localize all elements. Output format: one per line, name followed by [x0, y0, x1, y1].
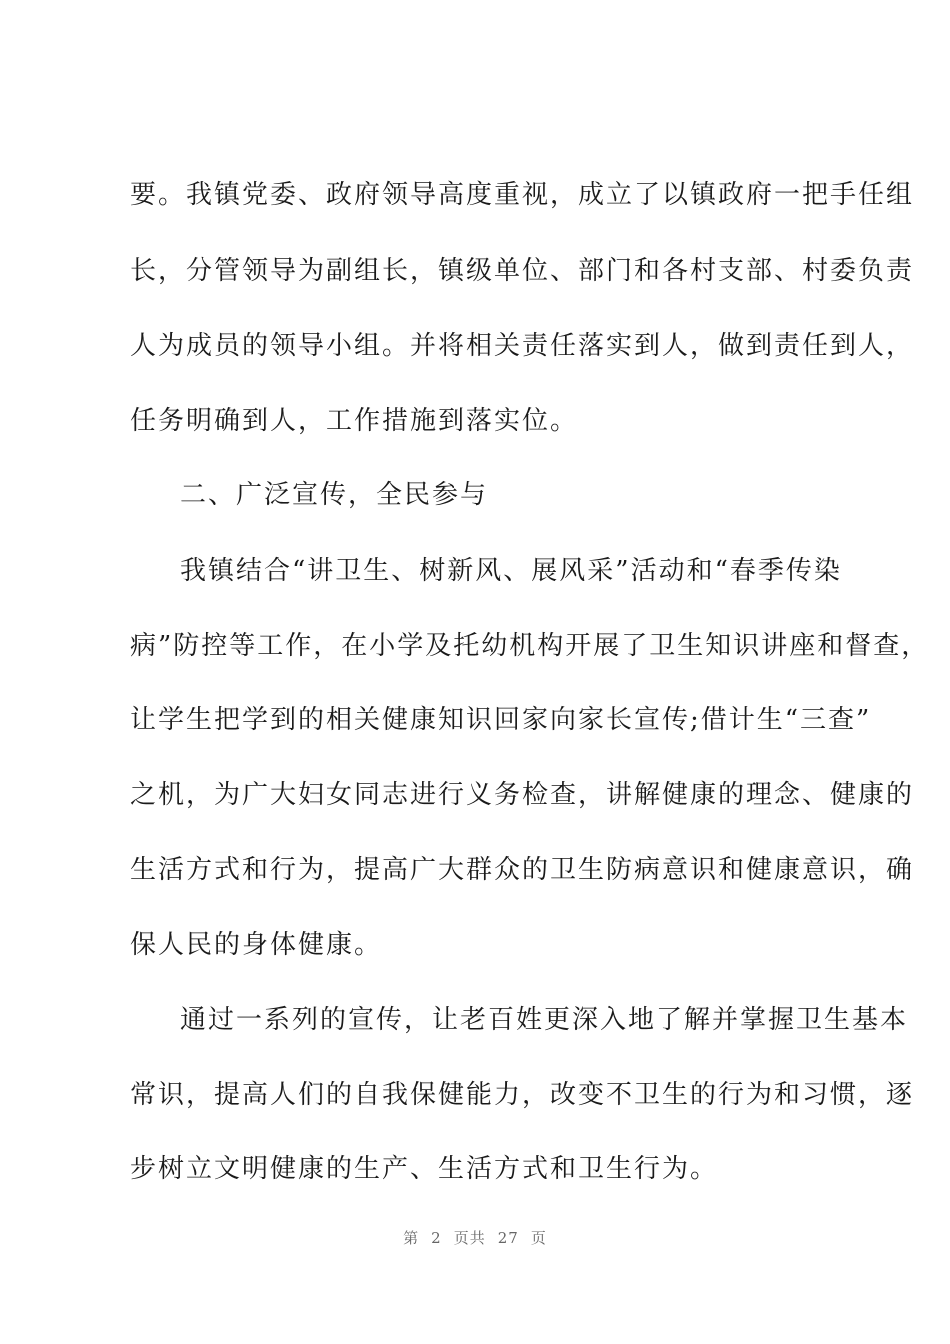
paragraph-line: 长，分管领导为副组长，镇级单位、部门和各村支部、村委负责 [130, 256, 915, 286]
page-label-suffix: 页 [530, 1229, 547, 1247]
paragraph-line: 通过一系列的宣传，让老百姓更深入地了解并掌握卫生基本 [180, 1005, 909, 1035]
section-heading: 二、广泛宣传，全民参与 [180, 480, 489, 510]
paragraph-line: 生活方式和行为，提高广大群众的卫生防病意识和健康意识，确 [130, 855, 915, 885]
page-label-mid: 页共 [453, 1229, 486, 1247]
paragraph-line: 要。我镇党委、政府领导高度重视，成立了以镇政府一把手任组 [130, 180, 915, 210]
paragraph-line: 我镇结合“讲卫生、树新风、展风采”活动和“春季传染 [180, 556, 842, 586]
paragraph-line: 任务明确到人，工作措施到落实位。 [130, 406, 579, 436]
current-page-number: 2 [431, 1229, 442, 1247]
page-label-prefix: 第 [403, 1229, 420, 1247]
paragraph-line: 常识，提高人们的自我保健能力，改变不卫生的行为和习惯，逐 [130, 1080, 915, 1110]
paragraph-line: 人为成员的领导小组。并将相关责任落实到人，做到责任到人， [130, 331, 915, 361]
page-footer [0, 1227, 950, 1248]
paragraph-line: 让学生把学到的相关健康知识回家向家长宣传;借计生“三查” [130, 705, 872, 735]
paragraph-line: 步树立文明健康的生产、生活方式和卫生行为。 [130, 1154, 719, 1184]
paragraph-line: 病”防控等工作，在小学及托幼机构开展了卫生知识讲座和督查， [130, 631, 930, 661]
total-pages-number: 27 [497, 1229, 519, 1247]
paragraph-line: 保人民的身体健康。 [130, 930, 383, 960]
paragraph-line: 之机，为广大妇女同志进行义务检查，讲解健康的理念、健康的 [130, 780, 915, 810]
